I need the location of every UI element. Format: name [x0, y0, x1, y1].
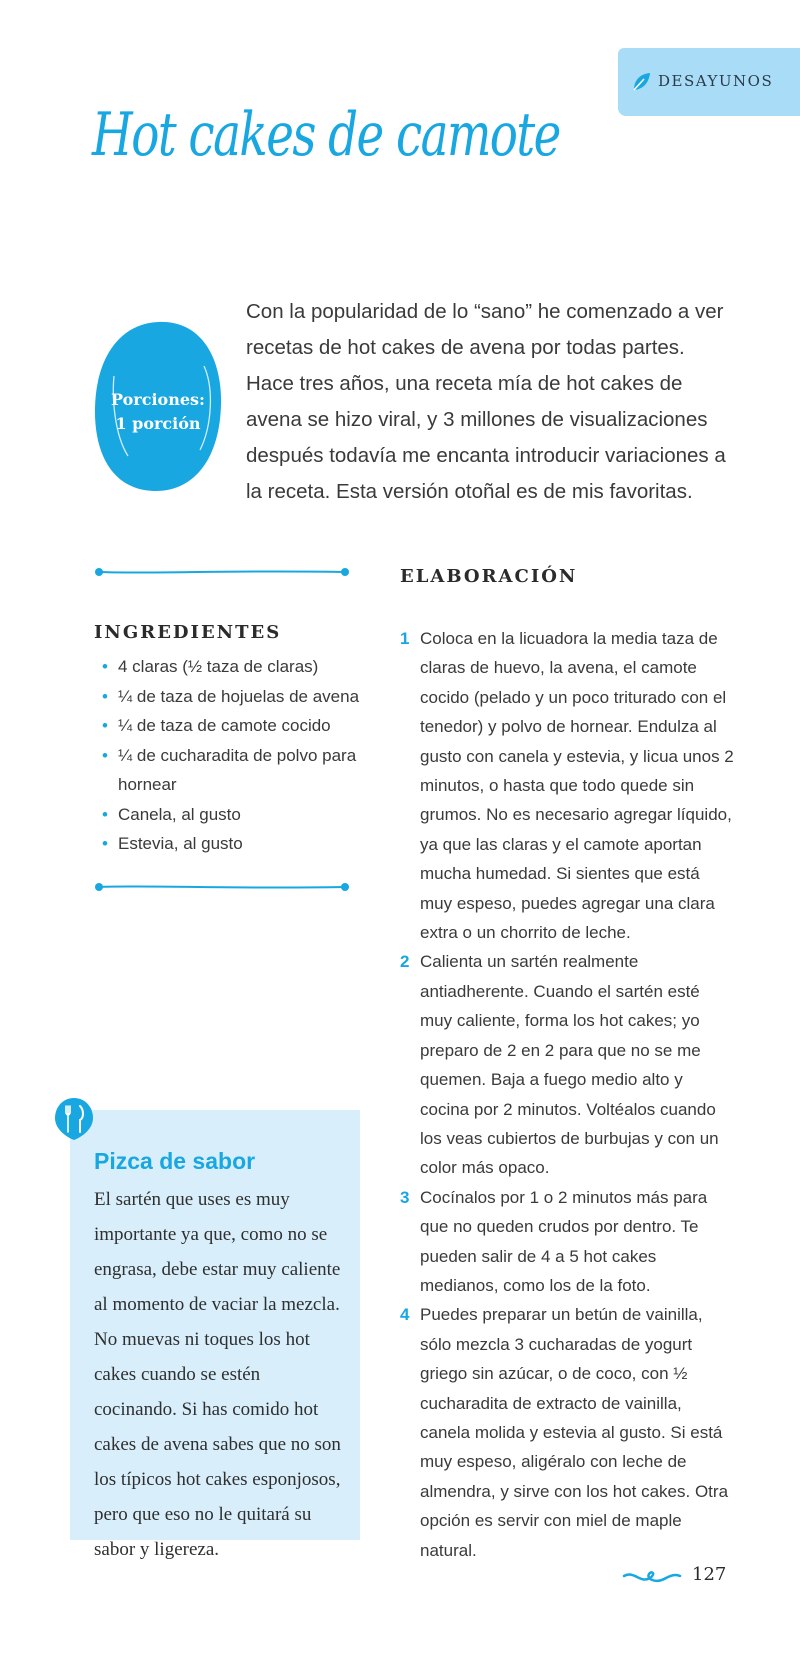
step-text: Calienta un sartén realmente antiadherente. Cuando el sartén esté muy caliente, forma los hot cakes; yo preparo de 2 en 2 para que no se me quemen. Baja a fuego medio alto y cocina por 2 minutos. Voltéalos cuando los veas cubiertos de burbujas y con un color más opaco.	[420, 952, 719, 1178]
step-text: Coloca en la licuadora la media taza de claras de huevo, la avena, el camote cocido (pelado y un poco triturado con el tenedor) y polvo de hornear. Endulza al gusto con canela y estevia, y licua unos 2 minutos, o hasta que todo quede sin grumos. No es necesario agregar líquido, ya que las claras y el camote aportan mucha humedad. Si sientes que está muy espeso, puedes agregar una clara extra o un chorrito de leche.	[420, 629, 734, 943]
portions-value: 1 porción	[115, 414, 201, 433]
step-number: 4	[400, 1305, 410, 1325]
ingredient-text: Canela, al gusto	[118, 804, 241, 824]
step-number: 2	[400, 952, 410, 972]
section-label: DESAYUNOS	[658, 72, 774, 90]
page-title: Hot cakes de camote	[92, 100, 560, 170]
step-item	[400, 1183, 736, 1301]
bullet: •	[102, 657, 108, 676]
ingredient-item	[100, 829, 360, 859]
ingredient-item	[100, 711, 360, 741]
bullet: •	[102, 745, 108, 765]
ingredients-list	[100, 652, 360, 859]
divider-top	[94, 567, 350, 577]
ingredient-text: ¼ de taza de hojuelas de avena	[118, 686, 360, 706]
bullet: •	[102, 804, 108, 824]
ingredient-text: ¼ de taza de camote cocido	[118, 716, 331, 735]
step-text: Cocínalos por 1 o 2 minutos más para que no queden crudos por dentro. Te pueden salir de 4 a 5 hot cakes medianos, como los de la foto.	[420, 1187, 708, 1295]
intro-paragraph: Con la popularidad de lo “sano” he comenzado a ver recetas de hot cakes de avena por todas partes. Hace tres años, una receta mía de hot cakes de avena se hizo viral, y 3 millones de visualizaciones después todavía me encanta introducir variaciones a la receta. Esta versión otoñal es de mis favoritas.	[246, 300, 726, 503]
step-item	[400, 1300, 736, 1565]
fork-knife-icon	[54, 1096, 94, 1142]
section-tab	[618, 48, 800, 116]
bullet: •	[102, 834, 108, 853]
tip-title: Pizca de sabor	[94, 1148, 256, 1174]
portions-label: Porciones:	[111, 390, 205, 409]
ingredient-item	[100, 682, 360, 712]
leaf-icon	[630, 70, 654, 94]
step-item	[400, 624, 736, 947]
portions-badge	[92, 316, 224, 496]
steps-heading: ELABORACIÓN	[400, 566, 578, 587]
divider-bottom	[94, 882, 350, 892]
ingredient-item	[100, 652, 360, 682]
ingredient-text: Estevia, al gusto	[118, 834, 243, 853]
page-number: 127	[692, 1564, 727, 1585]
ingredient-text: ¼ de cucharadita de polvo para hornear	[118, 745, 357, 794]
tip-body: El sartén que uses es muy importante ya que, como no se engrasa, debe estar muy caliente al momento de vaciar la mezcla. No muevas ni toques los hot cakes cuando se estén cocinando. Si has comido hot cakes de avena sabes que no son los típicos hot cakes esponjosos, pero que eso no le quitará su sabor y ligereza.	[94, 1189, 341, 1560]
steps-list	[400, 624, 736, 1565]
bullet: •	[102, 686, 108, 706]
swirl-icon	[622, 1566, 684, 1590]
step-number: 1	[400, 629, 410, 648]
portions-text	[92, 388, 224, 436]
ingredients-heading: INGREDIENTES	[94, 622, 282, 643]
ingredient-item	[100, 800, 360, 830]
bullet: •	[102, 716, 108, 735]
ingredient-text: 4 claras (½ taza de claras)	[118, 657, 319, 676]
ingredient-item	[100, 741, 360, 800]
step-text: Puedes preparar un betún de vainilla, sólo mezcla 3 cucharadas de yogurt griego sin azúcar, o de coco, con ½ cucharadita de extracto de vainilla, canela molida y estevia al gusto. Si está muy espeso, aligéralo con leche de almendra, y sirve con los hot cakes. Otra opción es servir con miel de maple natural.	[420, 1305, 729, 1560]
step-number: 3	[400, 1187, 410, 1207]
step-item	[400, 947, 736, 1182]
